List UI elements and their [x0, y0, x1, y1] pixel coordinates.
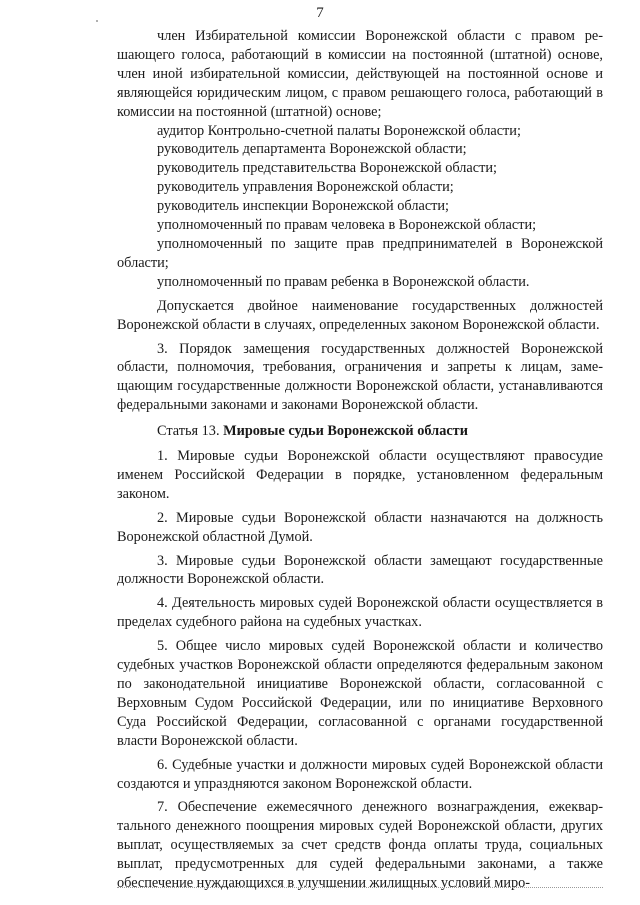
list-item-entrepreneurs-ombudsman: уполномоченный по защите прав предпринимателей в Воронежской области; — [117, 235, 603, 271]
article-prefix: Статья 13. — [157, 423, 224, 440]
list-item-department-head: руководитель департамента Воронежской области; — [157, 141, 467, 158]
article-paragraph-2: 2. Мировые судьи Воронежской области назначаются на должность Воронежской областной Думой. — [117, 509, 603, 545]
footer-rule — [117, 887, 603, 888]
article-paragraph-7: 7. Обеспечение ежемесячного денежного вознаграждения, ежеквартального денежного поощрения мировых судей Воронежской области, других выплат, осуществляемых за счет средств фонда оплаты труда, социальных выплат, предусмотренных для судей федеральными законами, а также обеспечение нуждающихся в улучшении жилищных условий миро- — [117, 799, 603, 892]
article-paragraph-5: 5. Общее число мировых судей Воронежской области и количество судебных участков Воронежской области определяются федеральным законом по законодательной инициативе Воронежской области, согласованной с Верховным Судом Российской Федерации, или по инициативе Верховного Суда Российской Федерации, согласованной с органами государственной власти Воронежской области. — [117, 638, 603, 749]
article-paragraph-4: 4. Деятельность мировых судей Воронежской области осуществляется в пределах судебного района на судебных участках. — [117, 595, 603, 631]
list-item-auditor: аудитор Контрольно-счетной палаты Воронежской области; — [157, 122, 521, 139]
paragraph-double-naming: Допускается двойное наименование государственных должностей Воронежской области в случаях, определенных законом Воронежской области. — [117, 297, 603, 333]
article-paragraph-6: 6. Судебные участки и должности мировых судей Воронежской области создаются и упраздняются законом Воронежской области. — [117, 756, 603, 792]
list-item-administration-head: руководитель управления Воронежской области; — [157, 179, 454, 196]
article-heading — [117, 422, 603, 441]
paragraph-point-3: 3. Порядок замещения государственных должностей Воронежской области, полномочия, требования, ограничения и запреты к лицам, замещающим государственные должности Воронежской области, устанавливаются федеральными законами и законами Воронежской области. — [117, 340, 603, 414]
list-item-inspection-head: руководитель инспекции Воронежской области; — [157, 198, 450, 215]
page-body — [117, 27, 603, 893]
paragraph-commission-member: член Избирательной комиссии Воронежской области с правом решающего голоса, работающий в комиссии на постоянной (штатной) основе, член иной избирательной комиссии, действующей на постоянной основе и являющейся юридическим лицом, с правом решающего голоса, работающий в комиссии на постоянной (штатной) основе; — [117, 28, 603, 120]
list-item-child-rights-ombudsman: уполномоченный по правам ребенка в Воронежской области. — [157, 273, 530, 290]
list-item-human-rights-ombudsman: уполномоченный по правам человека в Воронежской области; — [157, 217, 537, 234]
article-paragraph-3: 3. Мировые судьи Воронежской области замещают государственные должности Воронежской области. — [117, 552, 603, 588]
list-item-representation-head: руководитель представительства Воронежской области; — [157, 160, 497, 177]
page-number: 7 — [316, 5, 324, 21]
article-paragraph-1: 1. Мировые судьи Воронежской области осуществляют правосудие именем Российской Федерации в порядке, установленном федеральным законом. — [117, 448, 603, 502]
article-title: Мировые судьи Воронежской области — [223, 423, 468, 440]
